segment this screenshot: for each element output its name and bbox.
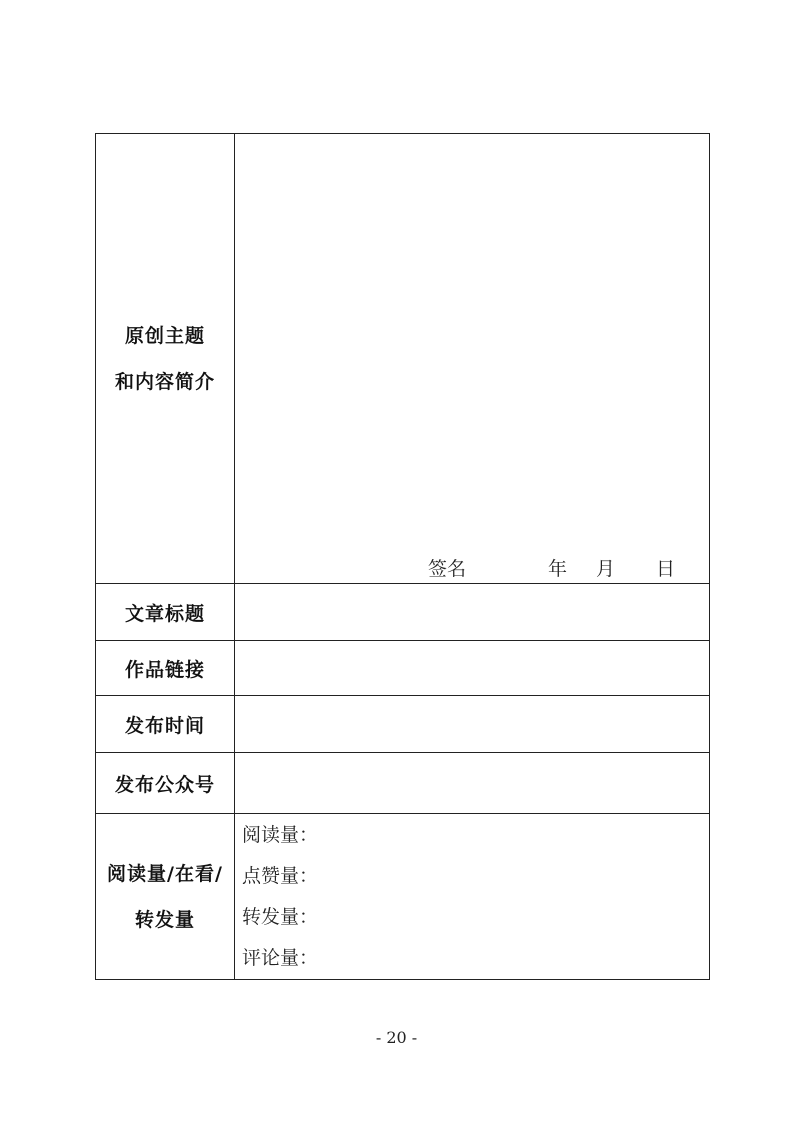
summary-label-line-1: 原创主题	[124, 324, 205, 347]
summary-label-line-2: 和内容简介	[114, 370, 215, 393]
publish-time-value[interactable]	[235, 696, 710, 753]
form-row-work-link	[96, 641, 710, 696]
day-label: 日	[656, 558, 676, 580]
metrics-label-line-1: 阅读量/在看/	[107, 862, 223, 885]
signature-date-line	[428, 554, 675, 581]
publish-time-label: 发布时间	[96, 696, 235, 753]
metrics-label-cell	[96, 814, 235, 980]
submission-form-table	[95, 133, 710, 980]
work-link-label: 作品链接	[96, 641, 235, 696]
summary-value-cell[interactable]	[235, 134, 710, 584]
metric-read-count: 阅读量：	[242, 823, 319, 846]
article-title-label: 文章标题	[96, 584, 235, 641]
article-title-value[interactable]	[235, 584, 710, 641]
summary-label-cell	[96, 134, 235, 584]
metric-comment-count: 评论量：	[242, 946, 319, 969]
publish-account-label: 发布公众号	[96, 753, 235, 814]
metrics-value-cell[interactable]	[235, 814, 710, 980]
month-label: 月	[596, 558, 616, 580]
form-row-metrics	[96, 814, 710, 980]
signature-label: 签名	[428, 558, 467, 580]
metrics-label-line-2: 转发量	[134, 908, 195, 931]
metric-share-count: 转发量：	[242, 905, 319, 928]
form-row-publish-account	[96, 753, 710, 814]
work-link-value[interactable]	[235, 641, 710, 696]
form-row-article-title	[96, 584, 710, 641]
form-row-publish-time	[96, 696, 710, 753]
publish-account-value[interactable]	[235, 753, 710, 814]
page-number: - 20 -	[375, 1028, 418, 1047]
year-label: 年	[548, 558, 568, 580]
metric-like-count: 点赞量：	[242, 864, 319, 887]
form-row-summary	[96, 134, 710, 584]
